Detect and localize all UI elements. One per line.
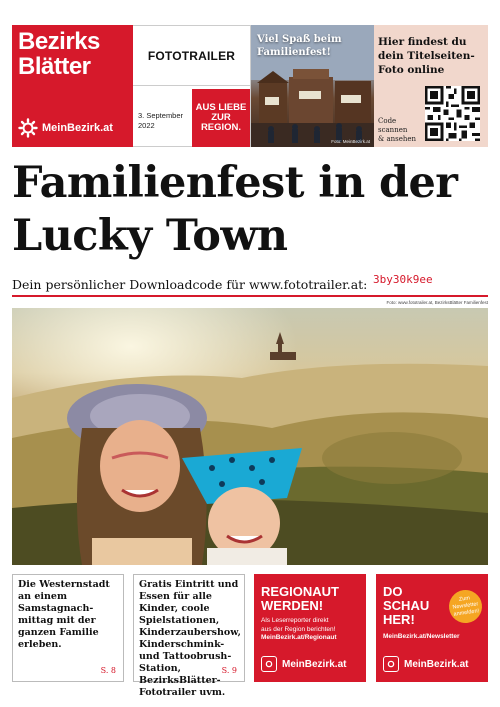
teaser-card-page: S. 8 bbox=[100, 666, 116, 675]
headline-line: Familienfest in der bbox=[12, 158, 458, 208]
sun-logo-icon bbox=[383, 656, 399, 672]
sun-logo-icon bbox=[261, 656, 277, 672]
promo-text bbox=[261, 617, 336, 643]
slogan-badge bbox=[192, 89, 250, 147]
badge-line: anmelden! bbox=[453, 608, 480, 618]
section-block bbox=[133, 25, 251, 147]
teaser-card-westernstadt[interactable] bbox=[12, 574, 124, 682]
masthead bbox=[12, 25, 488, 147]
brand-block[interactable] bbox=[12, 25, 133, 147]
promo-brand-label: MeinBezirk.at bbox=[404, 658, 469, 670]
badge-line: Newsletter bbox=[452, 601, 479, 611]
teaser-caption-line: Familienfest! bbox=[257, 47, 331, 58]
teaser-card-text: Gratis Eintritt und Essen für alle Kinder, coole Spielstationen, Kinderzaubershow, Kinderschmink- und Tattoobrush-Station, BezirksBlätter-Fototrailer uvm. bbox=[139, 579, 241, 698]
badge-line: Zum bbox=[458, 595, 471, 603]
section-title: FOTOTRAILER bbox=[133, 26, 250, 86]
qr-caption-line: Code bbox=[378, 117, 397, 125]
divider bbox=[12, 295, 488, 297]
download-code[interactable]: 3by30k9ee bbox=[373, 273, 433, 286]
teaser-image[interactable] bbox=[251, 25, 374, 147]
promo-text-line: aus der Region berichten! bbox=[261, 625, 336, 633]
download-text: Dein persönlicher Downloadcode für www.fototrailer.at: bbox=[12, 277, 368, 292]
promo-link[interactable]: MeinBezirk.at/Regionaut bbox=[261, 634, 337, 641]
headline-line: Lucky Town bbox=[12, 211, 288, 261]
promo-title-line: SCHAU bbox=[383, 598, 430, 613]
promo-title-line: REGIONAUT bbox=[261, 584, 339, 599]
cover-photo[interactable] bbox=[12, 308, 488, 565]
promo-title bbox=[383, 585, 429, 627]
qr-heading-line: Foto online bbox=[378, 64, 445, 76]
teaser-card-text: Die Westernstadt an einem Samstagnach-mittag mit der ganzen Familie erleben. bbox=[18, 579, 110, 650]
promo-text-line: Als Leserreporter direkt bbox=[261, 617, 329, 624]
slogan-line: REGION. bbox=[200, 122, 242, 133]
promo-brand bbox=[261, 656, 346, 672]
promo-brand bbox=[383, 656, 468, 672]
promo-title-line: DO bbox=[383, 584, 403, 599]
date-line: 2022 bbox=[138, 121, 155, 130]
qr-heading-line: dein Titelseiten- bbox=[378, 50, 475, 62]
brand-title-line: Blätter bbox=[18, 53, 91, 80]
issue-date bbox=[138, 111, 188, 131]
qr-caption bbox=[378, 117, 416, 144]
sun-logo-icon bbox=[18, 118, 38, 138]
teaser-cards bbox=[12, 574, 488, 698]
brand-url: MeinBezirk.at bbox=[42, 122, 113, 134]
teaser-card-page: S. 9 bbox=[221, 666, 237, 675]
promo-regionaut[interactable] bbox=[254, 574, 366, 682]
teaser-caption bbox=[257, 33, 342, 59]
photo-credit: Foto: www.fototrailer.at, BezirksBlätter Familienfest bbox=[386, 300, 488, 305]
promo-newsletter[interactable] bbox=[376, 574, 488, 682]
qr-caption-line: scannen bbox=[378, 126, 408, 134]
promo-link[interactable]: MeinBezirk.at/Newsletter bbox=[383, 633, 460, 640]
qr-panel bbox=[374, 25, 488, 147]
qr-heading-line: Hier findest du bbox=[378, 36, 467, 48]
promo-title-line: WERDEN! bbox=[261, 598, 324, 613]
teaser-credit: Foto: MeinBezirk.at bbox=[331, 139, 370, 144]
brand-title bbox=[18, 29, 100, 79]
teaser-caption-line: Viel Spaß beim bbox=[257, 34, 342, 45]
page-headline bbox=[12, 157, 492, 263]
promo-brand-label: MeinBezirk.at bbox=[282, 658, 347, 670]
teaser-card-gratis[interactable] bbox=[133, 574, 245, 698]
slogan-line: AUS LIEBE bbox=[195, 102, 247, 113]
brand-footer bbox=[18, 118, 113, 138]
qr-heading bbox=[378, 35, 475, 77]
slogan-line: ZUR bbox=[211, 112, 231, 123]
promo-title-line: HER! bbox=[383, 612, 415, 627]
qr-code-icon[interactable] bbox=[425, 86, 480, 141]
cover-photo-illustration bbox=[12, 308, 488, 565]
brand-title-line: Bezirks bbox=[18, 28, 100, 55]
promo-text bbox=[383, 633, 460, 642]
newsletter-badge[interactable] bbox=[447, 588, 484, 625]
date-line: 3. September bbox=[138, 111, 184, 120]
qr-caption-line: & ansehen bbox=[378, 135, 417, 143]
promo-title bbox=[261, 585, 339, 613]
